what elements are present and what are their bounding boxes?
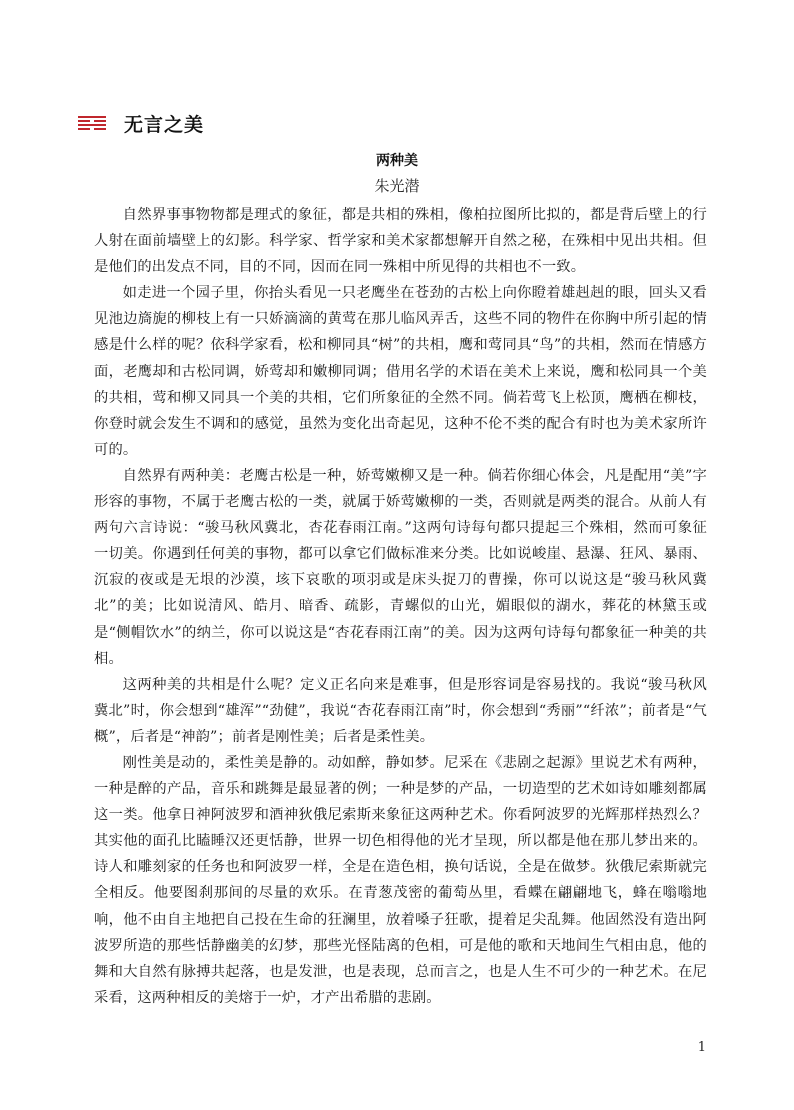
section-title: 无言之美 (124, 113, 205, 136)
paragraph: 这两种美的共相是什么呢？定义正名向来是难事，但是形容词是容易找的。我说“骏马秋风冀北”时，你会想到“雄浑”“劲健”，我说“杏花春雨江南”时，你会想到“秀丽”“纤浓”；前者是“气概”，后者是“神韵”；前者是刚性美；后者是柔性美。 (94, 676, 707, 745)
article-author: 朱光潜 (374, 177, 420, 195)
article-body (94, 202, 707, 1011)
paragraph: 刚性美是动的，柔性美是静的。动如醉，静如梦。尼采在《悲剧之起源》里说艺术有两种，一种是醉的产品，音乐和跳舞是最显著的例；一种是梦的产品，一切造型的艺术如诗如雕刻都属这一类。他拿日神阿波罗和酒神狄俄尼索斯来象征这两种艺术。你看阿波罗的光辉那样热烈么？其实他的面孔比瞌睡汉还更恬静，世界一切色相得他的光才呈现，所以都是他在那儿梦出来的。诗人和雕刻家的任务也和阿波罗一样，全是在造色相，换句话说，全是在做梦。狄俄尼索斯就完全相反。他要图刹那间的尽量的欢乐。在青葱茂密的葡萄丛里，看蝶在翩翩地飞，蜂在嗡嗡地响，他不由自主地把自己投在生命的狂澜里，放着嗓子狂歌，提着足尖乱舞。他固然没有造出阿波罗所造的那些恬静幽美的幻梦，那些光怪陆离的色相，可是他的歌和天地间生气相由息，他的舞和大自然有脉搏共起落，也是发泄，也是表现，总而言之，也是人生不可少的一种艺术。在尼采看，这两种相反的美熔于一炉，才产出希腊的悲剧。 (94, 754, 707, 1006)
paragraph: 自然界事事物物都是理式的象征，都是共相的殊相，像柏拉图所比拟的，都是背后壁上的行人射在面前墙壁上的幻影。科学家、哲学家和美术家都想解开自然之秘，在殊相中见出共相。但是他们的出发点不同，目的不同，因而在同一殊相中所见得的共相也不一致。 (94, 207, 707, 276)
paragraph: 如走进一个园子里，你抬头看见一只老鹰坐在苍劲的古松上向你瞪着雄赳赳的眼，回头又看见池边旖旎的柳枝上有一只娇滴滴的黄莺在那儿临风弄舌，这些不同的物件在你胸中所引起的情感是什么样的呢？依科学家看，松和柳同具“树”的共相，鹰和莺同具“鸟”的共相，然而在情感方面，老鹰却和古松同调，娇莺却和嫩柳同调；借用名学的术语在美术上来说，鹰和松同具一个美的共相，莺和柳又同具一个美的共相，它们所象征的全然不同。倘若莺飞上松顶，鹰栖在柳枝，你登时就会发生不调和的感觉，虽然为变化出奇起见，这种不伦不类的配合有时也为美术家所许可的。 (94, 285, 707, 458)
paragraph: 自然界有两种美：老鹰古松是一种，娇莺嫩柳又是一种。倘若你细心体会，凡是配用“美”字形容的事物，不属于老鹰古松的一类，就属于娇莺嫩柳的一类，否则就是两类的混合。从前人有两句六言诗说：“骏马秋风冀北，杏花春雨江南。”这两句诗每句都只提起三个殊相，然而可象征一切美。你遇到任何美的事物，都可以拿它们做标准来分类。比如说峻崖、悬瀑、狂风、暴雨、沉寂的夜或是无垠的沙漠，垓下哀歌的项羽或是床头捉刀的曹操，你可以说这是“骏马秋风冀北”的美；比如说清风、皓月、暗香、疏影，青螺似的山光，媚眼似的湖水，葬花的林黛玉或是“侧帽饮水”的纳兰，你可以说这是“杏花春雨江南”的美。因为这两句诗每句都象征一种美的共相。 (94, 467, 707, 667)
article-title: 两种美 (376, 153, 418, 169)
section-header (78, 108, 204, 138)
red-lines-decoration-icon (78, 116, 106, 130)
page-number: 1 (697, 1040, 706, 1055)
